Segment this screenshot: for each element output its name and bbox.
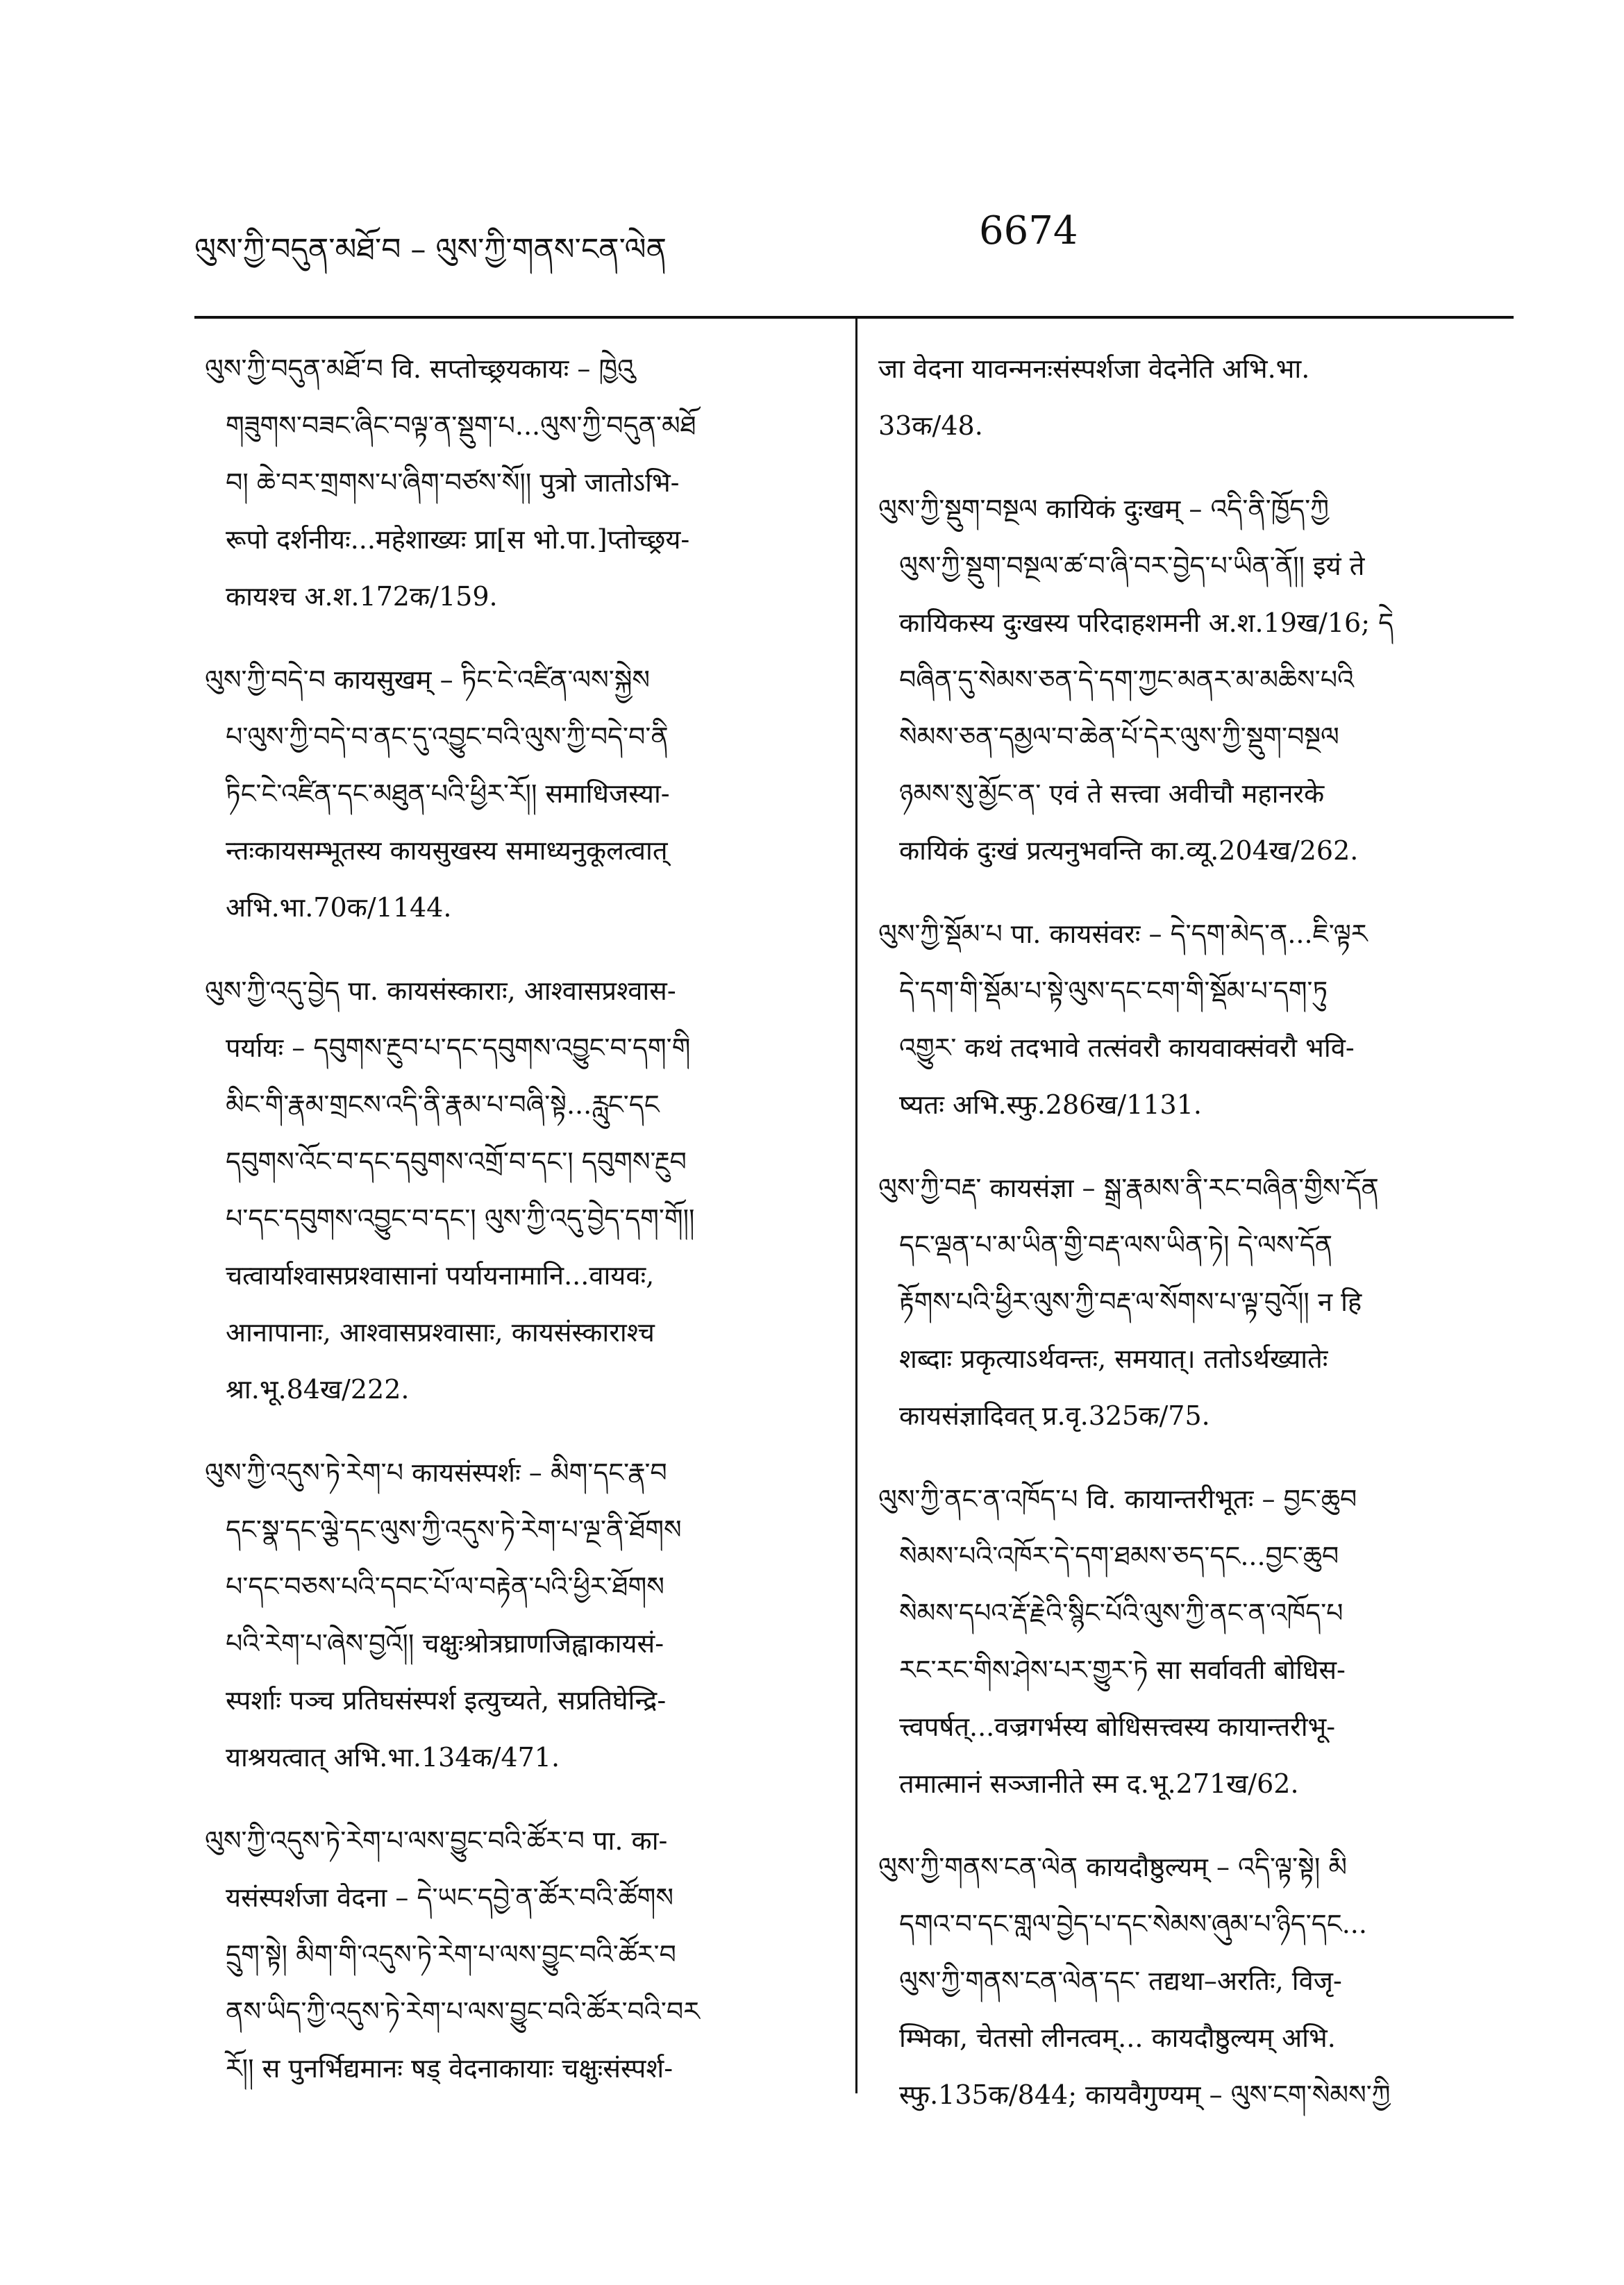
entry-text-line: ཏིང་ངེ་འཛིན་དང་མཐུན་པའི་ཕྱིར་རོ།། समाधिजस्या-	[226, 778, 670, 809]
right-column	[878, 340, 1489, 2150]
entry-text-line: रूपो दर्शनीयः...महेशाख्यः प्रा[स भो.पा.]प्तोच्छ्रय-	[226, 524, 690, 555]
entry-text-line: 33क/48.	[878, 410, 983, 441]
entry-text-line: ལུས་ཀྱི་སྡུག་བསྔལ་ཚ་བ་ཞི་བར་བྱེད་པ་ཡིན་ནོ།། इयं ते	[899, 551, 1365, 581]
entry-text-line: कायश्च अ.श.172क/159.	[226, 581, 498, 612]
entry-text-line: དང་ལྡན་པ་མ་ཡིན་གྱི་བརྡ་ལས་ཡིན་ཏེ། དེ་ལས་དོན	[899, 1230, 1333, 1260]
entry-text-line: पर्यायः – དབུགས་རྔུབ་པ་དང་དབུགས་འབྱུང་བ་དག་གི	[226, 1032, 691, 1063]
entry-text-line: ལུས་ཀྱི་གནས་ངན་ལེན་དང་ तद्यथा–अरतिः, विजृ-	[899, 1966, 1342, 1996]
entry-text-line: པ་དང་བཅས་པའི་དབང་པོ་ལ་བརྟེན་པའི་ཕྱིར་ཐོགས	[226, 1571, 664, 1602]
entry-headword-line: ལུས་ཀྱི་འདུ་བྱེད पा. कायसंस्काराः, आश्वासप्रश्वास-	[205, 976, 676, 1006]
entry-text-line: ནས་ཡིད་ཀྱི་འདུས་ཏེ་རེག་པ་ལས་བྱུང་བའི་ཚོར་བའི་བར	[226, 1996, 700, 2027]
entry-text-line: གཟུགས་བཟང་ཞིང་བལྟ་ན་སྡུག་པ...ལུས་ཀྱི་བདུན་མཐོ	[226, 410, 696, 441]
entry-text-line: अभि.भा.70क/1144.	[226, 892, 452, 923]
dictionary-entry	[878, 1471, 1489, 1812]
entry-text-line: कायिकस्य दुःखस्य परिदाहशमनी अ.श.19ख/16; དེ	[899, 608, 1394, 638]
entry-text-line: श्रा.भू.84ख/222.	[226, 1374, 410, 1405]
dictionary-entry	[878, 1839, 1489, 2123]
entry-headword-line: ལུས་ཀྱི་བདུན་མཐོ་བ वि. सप्तोच्छ्रयकायः – ཁྱེའུ	[205, 353, 635, 384]
dictionary-entry	[205, 1444, 816, 1786]
entry-text-line: ཉམས་སུ་མྱོང་ན་ एवं ते सत्त्वा अवीचौ महानरके	[899, 778, 1325, 809]
dictionary-entry	[205, 962, 816, 1418]
entry-headword-line: ལུས་ཀྱི་ནང་ན་འཁོད་པ वि. कायान्तरीभूतः – བྱང་ཆུབ	[878, 1484, 1357, 1514]
dictionary-entry	[205, 651, 816, 936]
entry-headword-line: ལུས་ཀྱི་གནས་ངན་ལེན कायदौष्ठुल्यम् – འདི་ལྟ་སྟེ། མི	[878, 1852, 1348, 1882]
entry-text-line: པ་དང་དབུགས་འབྱུང་བ་དང་། ལུས་ཀྱི་འདུ་བྱེད་དག་གོ།།	[226, 1203, 695, 1234]
dictionary-entry	[878, 1160, 1489, 1444]
entry-text-line: དབུགས་འོང་བ་དང་དབུགས་འགྲོ་བ་དང་། དབུགས་རྔུབ	[226, 1146, 687, 1177]
entry-text-line: རྟོགས་པའི་ཕྱིར་ལུས་ཀྱི་བརྡ་ལ་སོགས་པ་ལྟ་བུའོ།། न हि	[899, 1287, 1362, 1317]
entry-text-line: དྲུག་སྟེ། མིག་གི་འདུས་ཏེ་རེག་པ་ལས་བྱུང་བའི་ཚོར་བ	[226, 1939, 676, 1970]
entry-text-line: कायसंज्ञादिवत् प्र.वृ.325क/75.	[899, 1400, 1210, 1431]
dictionary-entry	[878, 480, 1489, 879]
entry-text-line: རོ།། स पुनर्भिद्यमानः षड् वेदनाकायाः चक्षुःसंस्पर्श-	[226, 2053, 673, 2084]
entry-headword-line: ལུས་ཀྱི་བདེ་བ कायसुखम् – ཏིང་ངེ་འཛིན་ལས་སྐྱེས	[205, 664, 651, 695]
dictionary-entry	[205, 1812, 816, 2097]
entry-text-line: པ་ལུས་ཀྱི་བདེ་བ་ནང་དུ་འབྱུང་བའི་ལུས་ཀྱི་བདེ་བ་ནི	[226, 721, 669, 752]
entry-text-line: तमात्मानं सञ्जानीते स्म द.भू.271ख/62.	[899, 1768, 1299, 1799]
entry-headword-line: ལུས་ཀྱི་སྡོམ་པ पा. कायसंवरः – དེ་དག་མེད་ན...ཇི་ལྟར	[878, 919, 1368, 949]
dictionary-entry	[878, 905, 1489, 1133]
entry-headword-line: ལུས་ཀྱི་བརྡ་ कायसंज्ञा – སྒྲ་རྣམས་ནི་རང་བཞིན་གྱིས་དོན	[878, 1173, 1379, 1203]
page-number: 6674	[979, 208, 1078, 253]
entry-text-line: རང་རང་གིས་ཤེས་པར་གྱུར་ཏེ सा सर्वावती बोधिस-	[899, 1655, 1346, 1685]
entry-text-line: याश्रयत्वात् अभि.भा.134क/471.	[226, 1742, 560, 1773]
entry-text-line: བཞིན་དུ་སེམས་ཅན་དེ་དག་ཀྱང་མནར་མ་མཆིས་པའི	[899, 664, 1355, 695]
header-rule	[194, 316, 1514, 319]
column-divider	[855, 316, 857, 2093]
entry-text-line: དགའ་བ་དང་གླལ་བྱེད་པ་དང་སེམས་ཞུམ་པ་ཉིད་དང...	[899, 1909, 1367, 1939]
entry-text-line: འགྱུར་ कथं तदभावे तत्संवरौ कायवाक्संवरौ भवि-	[899, 1032, 1355, 1063]
entry-text-line: त्त्वपर्षत्...वज्रगर्भस्य बोधिसत्त्वस्य कायान्तरीभू-	[899, 1711, 1336, 1742]
entry-text-line: स्पर्शाः पञ्च प्रतिघसंस्पर्श इत्युच्यते, सप्रतिघेन्द्रि-	[226, 1685, 667, 1716]
left-column	[205, 340, 816, 2123]
entry-text-line: स्फु.135क/844; कायवैगुण्यम् – ལུས་ངག་སེམས་ཀྱི	[899, 2079, 1391, 2110]
entry-text-line: སེམས་དཔའ་རྡོ་རྗེའི་སྙིང་པོའི་ལུས་ཀྱི་ནང་ན་འཁོད་པ	[899, 1598, 1343, 1628]
entry-text-line: ष्यतः अभि.स्फु.286ख/1131.	[899, 1089, 1202, 1120]
entry-headword-line: ལུས་ཀྱི་འདུས་ཏེ་རེག་པ कायसंस्पर्शः – མིག་དང་རྣ་བ	[205, 1457, 667, 1488]
running-title: ལུས་ཀྱི་བདུན་མཐོ་བ – ལུས་ཀྱི་གནས་ངན་ལེན	[194, 232, 667, 267]
entry-text-line: མིང་གི་རྣམ་གྲངས་འདི་ནི་རྣམ་པ་བཞི་སྟེ...རླུང་དང	[226, 1089, 660, 1120]
entry-headword-line: ལུས་ཀྱི་འདུས་ཏེ་རེག་པ་ལས་བྱུང་བའི་ཚོར་བ पा. का-	[205, 1825, 668, 1856]
entry-text-line: यसंस्पर्शजा वेदना – དེ་ཡང་དབྱེ་ན་ཚོར་བའི་ཚོགས	[226, 1882, 673, 1913]
page-header	[194, 208, 1444, 271]
entry-text-line: म्भिका, चेतसो लीनत्वम्... कायदौष्ठुल्यम् अभि.	[899, 2023, 1336, 2053]
entry-text-line: न्तःकायसम्भूतस्य कायसुखस्य समाध्यनुकूलत्वात्	[226, 835, 668, 866]
entry-text-line: བ། ཆེ་བར་གྲགས་པ་ཞིག་བཙས་སོ།། पुत्रो जातोऽभि-	[226, 467, 680, 498]
entry-headword-line: ལུས་ཀྱི་སྡུག་བསྔལ कायिकं दुःखम् – འདི་ནི་ཁྱོད་ཀྱི	[878, 494, 1330, 524]
entry-text-line: སེམས་པའི་འཁོར་དེ་དག་ཐམས་ཅད་དང...བྱང་ཆུབ	[899, 1541, 1339, 1571]
entry-text-line: शब्दाः प्रकृत्याऽर्थवन्तः, समयात्। ततोऽर्थख्यातेः	[899, 1344, 1328, 1374]
entry-text-line: चत्वार्याश्वासप्रश्वासानां पर्यायनामानि...वायवः,	[226, 1260, 655, 1291]
entry-text-line: कायिकं दुःखं प्रत्यनुभवन्ति का.व्यू.204ख/262.	[899, 835, 1359, 866]
entry-text-line: जा वेदना यावन्मनःसंस्पर्शजा वेदनेति अभि.भा.	[878, 353, 1310, 384]
dictionary-entry	[205, 340, 816, 625]
entry-text-line: དང་སྣ་དང་ལྕེ་དང་ལུས་ཀྱི་འདུས་ཏེ་རེག་པ་ལྔ་ནི་ཐོགས	[226, 1514, 682, 1545]
entry-text-line: པའི་རེག་པ་ཞེས་བྱའོ།། चक्षुःश्रोत्रघ्राणजिह्वाकायसं-	[226, 1628, 664, 1659]
entry-text-line: དེ་དག་གི་སྡོམ་པ་སྟེ་ལུས་དང་ངག་གི་སྡོམ་པ་དག་ཏུ	[899, 976, 1328, 1006]
dictionary-entry	[878, 340, 1489, 454]
entry-text-line: སེམས་ཅན་དམྱལ་བ་ཆེན་པོ་དེར་ལུས་ཀྱི་སྡུག་བསྔལ	[899, 721, 1339, 752]
entry-text-line: आनापानाः, आश्वासप्रश्वासाः, कायसंस्काराश्च	[226, 1317, 655, 1348]
